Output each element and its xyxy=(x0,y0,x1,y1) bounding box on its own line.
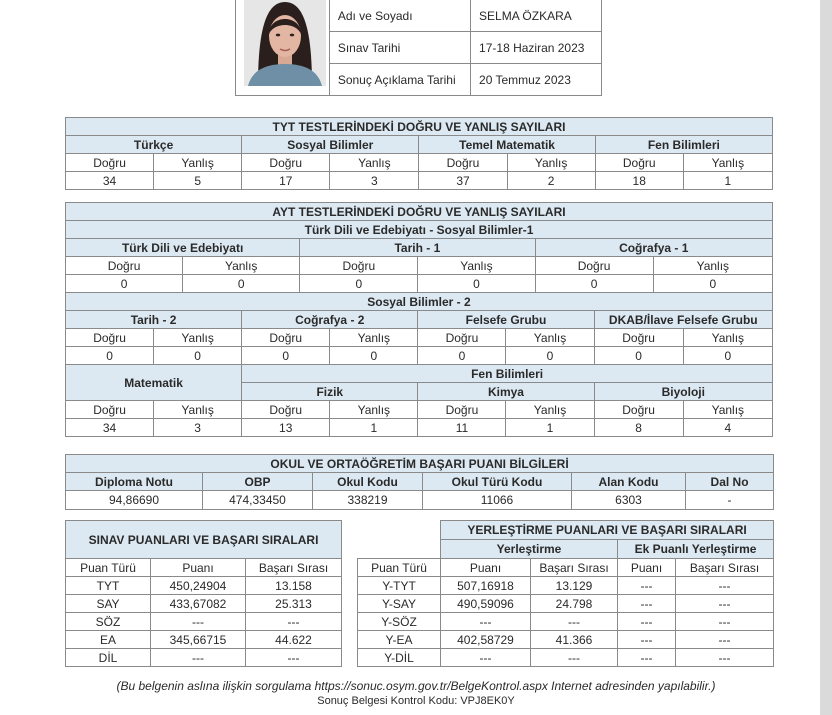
table-row-cell: --- xyxy=(618,649,676,667)
col-label: Yanlış xyxy=(507,154,595,172)
value-cell: 3 xyxy=(330,172,419,190)
col-label: Yanlış xyxy=(506,329,594,347)
table-row-cell: Y-SAY xyxy=(358,595,441,613)
table-row-cell: DİL xyxy=(66,649,151,667)
subject-header: Türk Dili ve Edebiyatı xyxy=(66,239,300,257)
subject-header: Felsefe Grubu xyxy=(418,311,594,329)
col-label: Yanlış xyxy=(183,257,300,275)
col-label: Yanlış xyxy=(683,154,772,172)
okul-header: Dal No xyxy=(686,473,774,491)
col-label: Yanlış xyxy=(154,401,242,419)
photo-cell xyxy=(236,0,330,96)
table-row-cell: 25.313 xyxy=(246,595,342,613)
group-header: Sosyal Bilimler - 2 xyxy=(66,293,773,311)
subject-header: Temel Matematik xyxy=(419,136,595,154)
yer-subheader: Ek Puanlı Yerleştirme xyxy=(618,540,774,559)
table-row-cell: Y-TYT xyxy=(358,577,441,595)
control-code: Sonuç Belgesi Kontrol Kodu: VPJ8EK0Y xyxy=(317,695,515,707)
table-row-cell: --- xyxy=(676,631,774,649)
subject-header: Sosyal Bilimler xyxy=(242,136,419,154)
value-cell: 11066 xyxy=(423,491,572,510)
info-value: 20 Temmuz 2023 xyxy=(471,64,602,96)
table-row-cell: 345,66715 xyxy=(151,631,246,649)
subject-header: Fen Bilimleri xyxy=(595,136,772,154)
value-cell: 34 xyxy=(66,419,154,437)
table-row-cell: --- xyxy=(618,595,676,613)
col-label: Yanlış xyxy=(506,401,594,419)
okul-header: Alan Kodu xyxy=(572,473,686,491)
footer-note: (Bu belgenin aslına ilişkin sorgulama https://sonuc.osym.gov.tr/BelgeKontrol.aspx Internet adresinden yapılabilir.) xyxy=(116,679,716,693)
col-label: Puan Türü xyxy=(66,559,151,577)
col-label: Doğru xyxy=(66,401,154,419)
value-cell: 34 xyxy=(66,172,154,190)
table-row-cell: SÖZ xyxy=(66,613,151,631)
table-row-cell: --- xyxy=(676,613,774,631)
yer-title: YERLEŞTİRME PUANLARI VE BAŞARI SIRALARI xyxy=(441,521,774,540)
value-cell: 1 xyxy=(506,419,594,437)
ayt-table xyxy=(65,202,773,437)
sinav-puanlari-table xyxy=(65,520,342,667)
value-cell: 17 xyxy=(242,172,330,190)
table-row-cell: --- xyxy=(676,595,774,613)
table-row-cell: 13.158 xyxy=(246,577,342,595)
col-label: Doğru xyxy=(300,257,418,275)
col-label: Doğru xyxy=(594,329,683,347)
col-label: Yanlış xyxy=(418,257,535,275)
subject-header: Kimya xyxy=(418,383,594,401)
value-cell: 0 xyxy=(418,347,506,365)
sinav-title: SINAV PUANLARI VE BAŞARI SIRALARI xyxy=(66,521,342,559)
subject-header: Tarih - 2 xyxy=(66,311,242,329)
col-label: Puanı xyxy=(151,559,246,577)
value-cell: 0 xyxy=(506,347,594,365)
col-label: Yanlış xyxy=(683,401,772,419)
value-cell: 0 xyxy=(183,275,300,293)
col-label: Doğru xyxy=(595,154,683,172)
table-row-cell: --- xyxy=(676,577,774,595)
value-cell: 4 xyxy=(683,419,772,437)
value-cell: 0 xyxy=(154,347,242,365)
table-row-cell: 402,58729 xyxy=(441,631,531,649)
col-label: Doğru xyxy=(66,154,154,172)
col-label: Başarı Sırası xyxy=(246,559,342,577)
table-row-cell: 41.366 xyxy=(531,631,618,649)
table-row-cell: --- xyxy=(441,649,531,667)
tyt-title: TYT TESTLERİNDEKİ DOĞRU VE YANLIŞ SAYILARI xyxy=(66,118,773,136)
col-label: Doğru xyxy=(242,154,330,172)
value-cell: 6303 xyxy=(572,491,686,510)
table-row-cell: 13.129 xyxy=(531,577,618,595)
col-label: Yanlış xyxy=(154,329,242,347)
value-cell: 5 xyxy=(154,172,242,190)
value-cell: 0 xyxy=(653,275,772,293)
table-row-cell: --- xyxy=(246,649,342,667)
table-row-cell: --- xyxy=(618,631,676,649)
subject-header: Biyoloji xyxy=(594,383,772,401)
col-label: Doğru xyxy=(418,329,506,347)
info-value: 17-18 Haziran 2023 xyxy=(471,32,602,64)
table-row-cell: --- xyxy=(618,577,676,595)
subject-header: Türkçe xyxy=(66,136,242,154)
subject-header-math: Matematik xyxy=(66,365,242,401)
info-label: Sınav Tarihi xyxy=(329,32,470,64)
value-cell: 0 xyxy=(66,347,154,365)
value-cell: 37 xyxy=(419,172,507,190)
value-cell: 94,86690 xyxy=(66,491,203,510)
table-row-cell: --- xyxy=(618,613,676,631)
value-cell: 0 xyxy=(300,275,418,293)
candidate-info-table xyxy=(235,0,602,96)
okul-header: Diploma Notu xyxy=(66,473,203,491)
table-row-cell: --- xyxy=(151,649,246,667)
col-label: Doğru xyxy=(242,329,330,347)
value-cell: 0 xyxy=(683,347,772,365)
value-cell: 0 xyxy=(594,347,683,365)
value-cell: 3 xyxy=(154,419,242,437)
col-label: Yanlış xyxy=(683,329,772,347)
value-cell: 474,33450 xyxy=(203,491,313,510)
info-value: SELMA ÖZKARA xyxy=(471,0,602,32)
ayt-title: AYT TESTLERİNDEKİ DOĞRU VE YANLIŞ SAYILARI xyxy=(66,203,773,221)
value-cell: - xyxy=(686,491,774,510)
value-cell: 1 xyxy=(330,419,418,437)
subject-header: DKAB/İlave Felsefe Grubu xyxy=(594,311,772,329)
col-label: Yanlış xyxy=(154,154,242,172)
table-row-cell: 450,24904 xyxy=(151,577,246,595)
value-cell: 0 xyxy=(535,275,653,293)
table-row-cell: --- xyxy=(151,613,246,631)
subject-header: Coğrafya - 1 xyxy=(535,239,773,257)
col-label: Yanlış xyxy=(330,154,419,172)
subject-header: Tarih - 1 xyxy=(300,239,535,257)
subject-header: Fizik xyxy=(242,383,418,401)
okul-header: Okul Kodu xyxy=(313,473,423,491)
group-header: Türk Dili ve Edebiyatı - Sosyal Bilimler-1 xyxy=(66,221,773,239)
value-cell: 338219 xyxy=(313,491,423,510)
table-row-cell: --- xyxy=(246,613,342,631)
col-label: Yanlış xyxy=(330,329,418,347)
col-label: Doğru xyxy=(535,257,653,275)
okul-header: Okul Türü Kodu xyxy=(423,473,572,491)
value-cell: 0 xyxy=(242,347,330,365)
yerlestirme-table xyxy=(357,520,774,667)
value-cell: 0 xyxy=(418,275,535,293)
value-cell: 0 xyxy=(330,347,418,365)
col-label: Doğru xyxy=(66,329,154,347)
value-cell: 13 xyxy=(242,419,330,437)
table-row-cell: --- xyxy=(441,613,531,631)
col-label: Yanlış xyxy=(330,401,418,419)
table-row-cell: 507,16918 xyxy=(441,577,531,595)
col-label: Başarı Sırası xyxy=(676,559,774,577)
table-row-cell: EA xyxy=(66,631,151,649)
table-row-cell: 490,59096 xyxy=(441,595,531,613)
okul-header: OBP xyxy=(203,473,313,491)
col-label: Doğru xyxy=(242,401,330,419)
value-cell: 2 xyxy=(507,172,595,190)
value-cell: 8 xyxy=(594,419,683,437)
info-label: Adı ve Soyadı xyxy=(329,0,470,32)
tyt-table xyxy=(65,117,773,190)
col-label: Doğru xyxy=(594,401,683,419)
okul-table xyxy=(65,454,774,510)
group-header-fen: Fen Bilimleri xyxy=(242,365,773,383)
table-row-cell: 24.798 xyxy=(531,595,618,613)
col-label: Puan Türü xyxy=(358,559,441,577)
table-row-cell: --- xyxy=(531,613,618,631)
table-row-cell: Y-DİL xyxy=(358,649,441,667)
info-label: Sonuç Açıklama Tarihi xyxy=(329,64,470,96)
col-label: Doğru xyxy=(419,154,507,172)
value-cell: 1 xyxy=(683,172,772,190)
table-row-cell: SAY xyxy=(66,595,151,613)
col-label: Doğru xyxy=(66,257,183,275)
value-cell: 0 xyxy=(66,275,183,293)
col-label: Puanı xyxy=(618,559,676,577)
value-cell: 18 xyxy=(595,172,683,190)
table-row-cell: Y-EA xyxy=(358,631,441,649)
yer-subheader: Yerleştirme xyxy=(441,540,618,559)
table-row-cell: 433,67082 xyxy=(151,595,246,613)
table-row-cell: --- xyxy=(676,649,774,667)
table-row-cell: Y-SÖZ xyxy=(358,613,441,631)
table-row-cell: --- xyxy=(531,649,618,667)
subject-header: Coğrafya - 2 xyxy=(242,311,418,329)
col-label: Yanlış xyxy=(653,257,772,275)
value-cell: 11 xyxy=(418,419,506,437)
table-row-cell: TYT xyxy=(66,577,151,595)
col-label: Puanı xyxy=(441,559,531,577)
right-scrollbar[interactable] xyxy=(820,0,832,715)
col-label: Doğru xyxy=(418,401,506,419)
blank-corner xyxy=(358,521,441,559)
table-row-cell: 44.622 xyxy=(246,631,342,649)
okul-title: OKUL VE ORTAÖĞRETİM BAŞARI PUANI BİLGİLERİ xyxy=(66,455,774,473)
col-label: Başarı Sırası xyxy=(531,559,618,577)
